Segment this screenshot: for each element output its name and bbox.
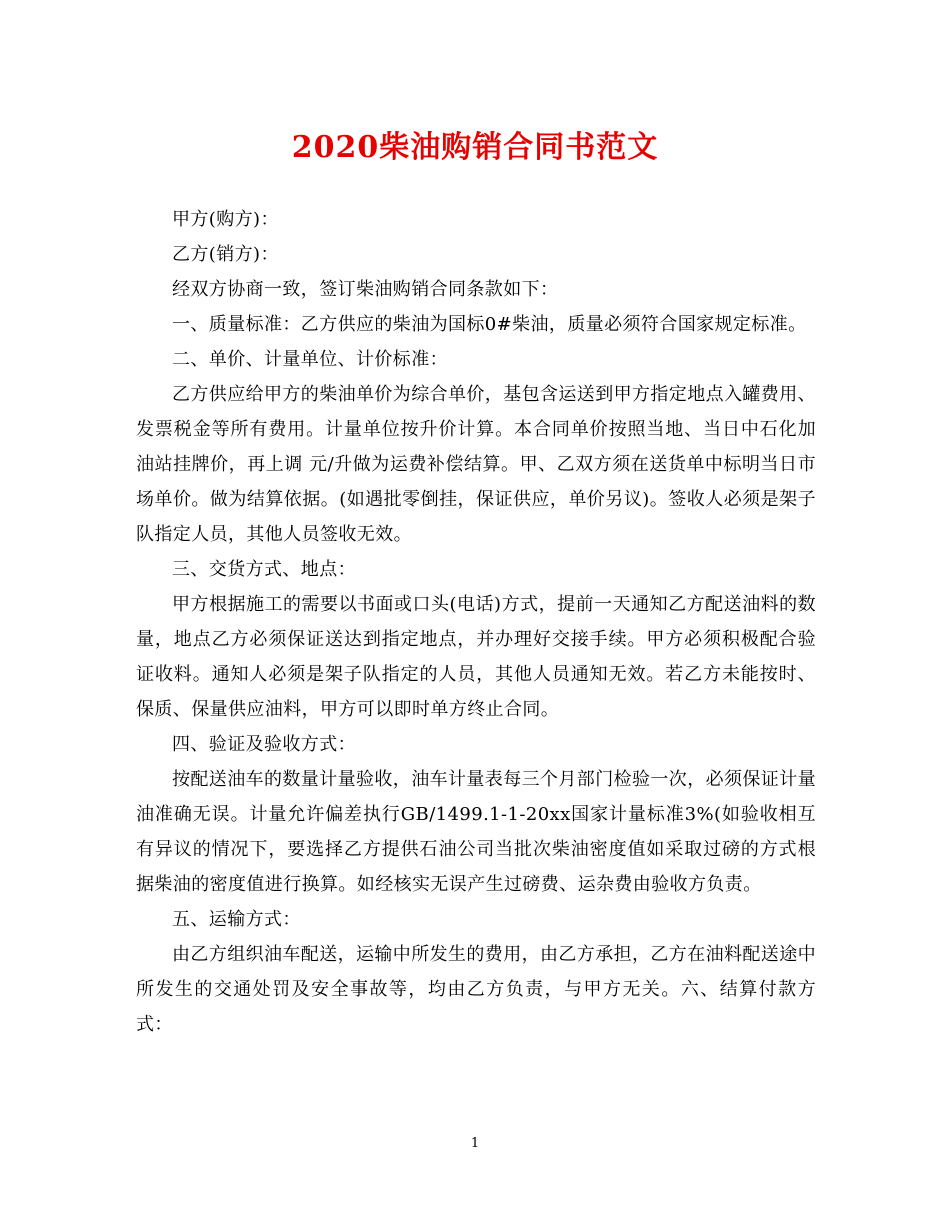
- document-body: [136, 202, 816, 1042]
- party-b-line: 乙方(销方)：: [172, 244, 279, 265]
- section-2-heading: 二、单价、计量单位、计价标准：: [172, 349, 448, 370]
- section-5-heading: 五、运输方式：: [172, 909, 301, 930]
- party-a-line: 甲方(购方)：: [172, 209, 279, 230]
- section-3-body: 甲方根据施工的需要以书面或口头(电话)方式，提前一天通知乙方配送油料的数量，地点乙方必须保证送达到指定地点，并办理好交接手续。甲方必须积极配合验证收料。通知人必须是架子队指定的人员，其他人员通知无效。若乙方未能按时、保质、保量供应油料，甲方可以即时单方终止合同。: [136, 594, 816, 720]
- section-4-body: 按配送油车的数量计量验收，油车计量表每三个月部门检验一次，必须保证计量油准确无误。计量允许偏差执行GB/1499.1-1-20xx国家计量标准3%(如验收相互有异议的情况下，要选择乙方提供石油公司当批次柴油密度值如采取过磅的方式根据柴油的密度值进行换算。如经核实无误产生过磅费、运杂费由验收方负责。: [136, 769, 816, 895]
- document-title: 2020柴油购销合同书范文: [291, 130, 659, 165]
- section-1-quality-standard: 一、质量标准：乙方供应的柴油为国标0#柴油，质量必须符合国家规定标准。: [172, 314, 807, 335]
- section-3-heading: 三、交货方式、地点：: [172, 559, 356, 580]
- preamble-paragraph: 经双方协商一致，签订柴油购销合同条款如下：: [172, 279, 559, 300]
- page-number: 1: [470, 1136, 480, 1151]
- section-2-body: 乙方供应给甲方的柴油单价为综合单价，基包含运送到甲方指定地点入罐费用、发票税金等所有费用。计量单位按升价计算。本合同单价按照当地、当日中石化加油站挂牌价，再上调 元/升做为运费补偿结算。甲、乙双方须在送货单中标明当日市场单价。做为结算依据。(如遇批零倒挂，保证供应，单价另议)。签收人必须是架子队指定人员，其他人员签收无效。: [136, 384, 816, 545]
- section-5-body: 由乙方组织油车配送，运输中所发生的费用，由乙方承担，乙方在油料配送途中所发生的交通处罚及安全事故等，均由乙方负责，与甲方无关。六、结算付款方式：: [136, 944, 816, 1035]
- section-4-heading: 四、验证及验收方式：: [172, 734, 356, 755]
